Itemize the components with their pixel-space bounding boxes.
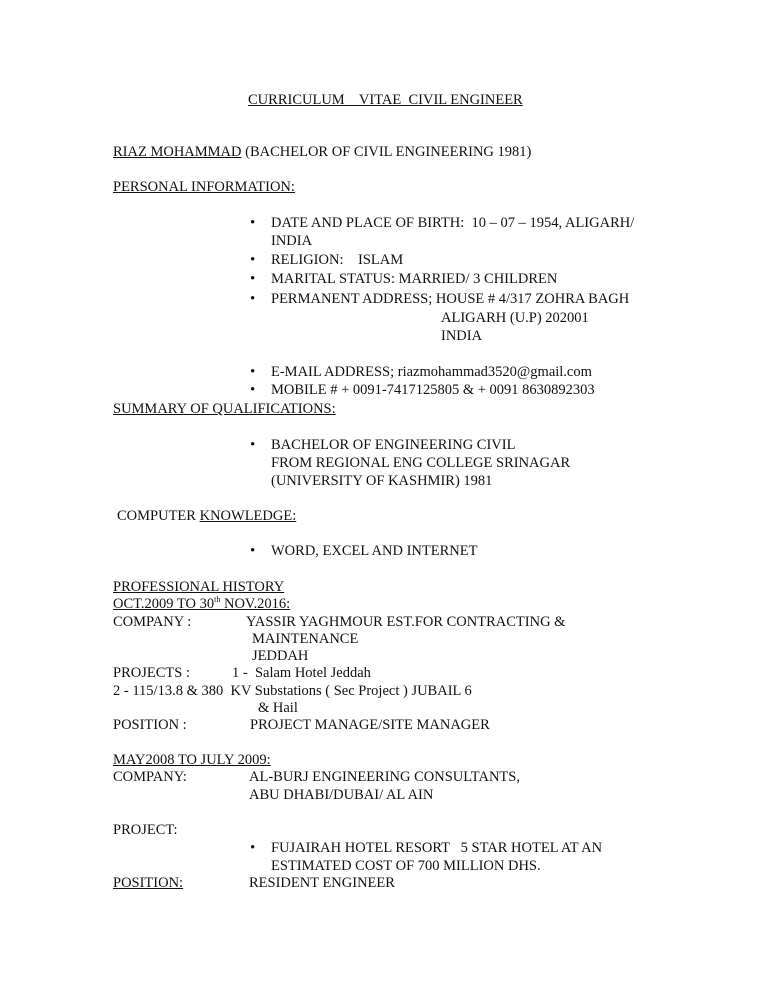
job1-projects-label: PROJECTS : [113,665,190,681]
job1-project-2-cont: & Hail [258,700,298,716]
job1-company-line-3: JEDDAH [252,648,309,664]
job1-position-label: POSITION : [113,717,187,733]
job2-project-item: • FUJAIRAH HOTEL RESORT 5 STAR HOTEL AT AN [271,840,602,856]
qualification-line-3: (UNIVERSITY OF KASHMIR) 1981 [271,473,493,489]
job2-position-label: POSITION: [113,875,184,891]
job2-position: RESIDENT ENGINEER [249,875,395,891]
professional-history-heading: PROFESSIONAL HISTORY [113,579,285,595]
job1-period-sup: th [214,595,221,604]
job1-company: YASSIR YAGHMOUR EST.FOR CONTRACTING & [246,614,566,630]
computer-heading-prefix: COMPUTER [117,508,200,524]
job1-company-label: COMPANY : [113,614,192,630]
birth-item: • DATE AND PLACE OF BIRTH: 10 – 07 – 1954, ALIGARH/ [271,215,634,231]
job1-position: PROJECT MANAGE/SITE MANAGER [250,717,490,733]
candidate-degree: (BACHELOR OF CIVIL ENGINEERING 1981) [241,144,532,160]
personal-info-heading: PERSONAL INFORMATION: [113,179,295,195]
birth-item-cont: INDIA [271,233,313,249]
email-item: • E-MAIL ADDRESS; riazmohammad3520@gmail.com [271,364,592,380]
job2-period: MAY2008 TO JULY 2009: [113,752,271,768]
candidate-name: RIAZ MOHAMMAD [113,144,242,160]
job2-company-line-2: ABU DHABI/DUBAI/ AL AIN [249,787,434,803]
candidate-name-line [113,144,531,160]
address-line-2: ALIGARH (U.P) 202001 [441,310,589,326]
computer-heading-underlined: KNOWLEDGE: [199,508,297,524]
job2-project-label: PROJECT: [113,822,178,838]
computer-knowledge-heading [117,508,296,524]
qualifications-heading: SUMMARY OF QUALIFICATIONS: [113,401,336,417]
job1-project-2: 2 - 115/13.8 & 380 KV Substations ( Sec Project ) JUBAIL 6 [113,683,472,699]
job1-period [113,596,290,612]
job2-company: AL-BURJ ENGINEERING CONSULTANTS, [249,769,520,785]
permanent-address-item: • PERMANENT ADDRESS; HOUSE # 4/317 ZOHRA BAGH [271,291,629,307]
job2-project-line-2: ESTIMATED COST OF 700 MILLION DHS. [271,858,541,874]
mobile-item: • MOBILE # + 0091-7417125805 & + 0091 8630892303 [271,382,595,398]
job1-period-start: OCT.2009 TO 30 [113,596,215,612]
marital-status-item: • MARITAL STATUS: MARRIED/ 3 CHILDREN [271,271,557,287]
address-line-3: INDIA [441,328,483,344]
job1-project-1: 1 - Salam Hotel Jeddah [232,665,371,681]
qualification-line-2: FROM REGIONAL ENG COLLEGE SRINAGAR [271,455,571,471]
computer-skill-item: • WORD, EXCEL AND INTERNET [271,543,477,559]
cv-title: CURRICULUM VITAE CIVIL ENGINEER [248,92,523,108]
religion-item: • RELIGION: ISLAM [271,252,403,268]
job1-company-line-2: MAINTENANCE [252,631,359,647]
qualification-item: • BACHELOR OF ENGINEERING CIVIL [271,437,515,453]
job2-company-label: COMPANY: [113,769,187,785]
job1-period-end: NOV.2016: [220,596,291,612]
